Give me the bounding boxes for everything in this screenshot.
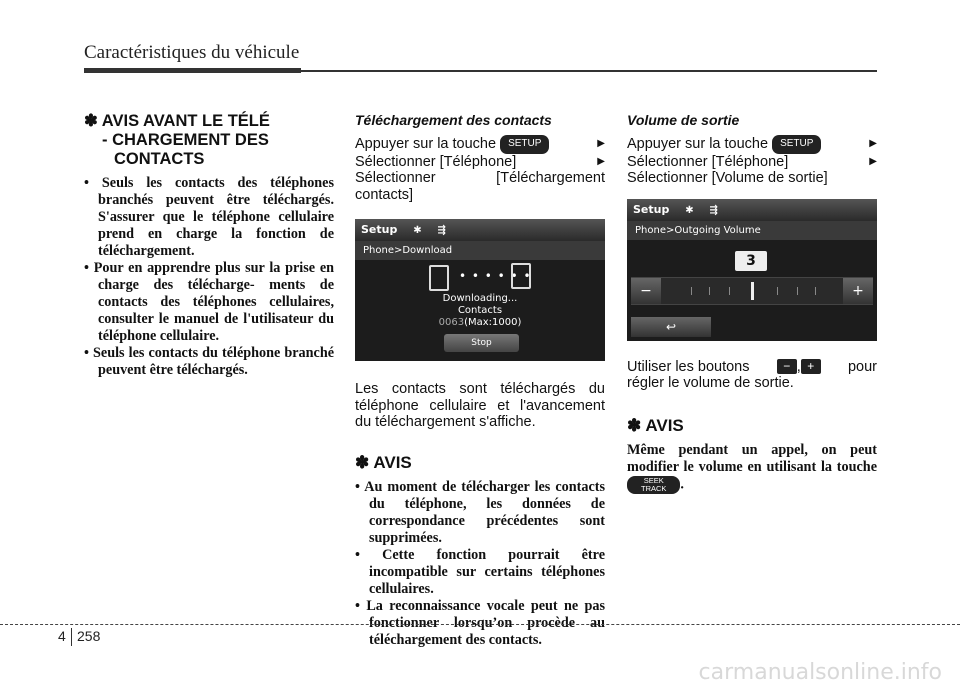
screen-title: Setup [633, 202, 670, 216]
download-paragraph: Les contacts sont téléchargés du téléphone cellulaire et l'avancement du téléchargement s'affiche. [355, 381, 605, 430]
footer-divider [71, 628, 72, 646]
list-item: • Seuls les contacts des téléphones branchés peuvent être téléchargés. S'assurer que le téléphone cellulaire prend en charge la fonction de téléchargement. [84, 175, 334, 260]
stop-button[interactable]: Stop [444, 334, 519, 352]
column-left [84, 112, 334, 379]
plus-button: + [801, 359, 821, 374]
column-right [627, 112, 877, 494]
download-screen [355, 219, 605, 361]
seek-track-button [627, 476, 680, 494]
downloading-text: Downloading... [442, 293, 518, 304]
watermark: carmanualsonline.info [698, 660, 942, 685]
section-subhead: Volume de sortie [627, 112, 740, 128]
track-label: TRACK [641, 483, 667, 493]
column-middle [355, 112, 605, 649]
period: . [680, 475, 684, 492]
footer-rule [0, 624, 960, 625]
volume-up-button[interactable]: + [843, 278, 873, 304]
header-title: Caractéristiques du véhicule [84, 42, 300, 63]
slider-thumb[interactable] [751, 282, 754, 300]
volume-slider[interactable] [631, 277, 873, 305]
instruction-row [627, 154, 877, 171]
chapter-number: 4 [58, 628, 66, 644]
title-line-2: - CHARGEMENT DES [102, 131, 269, 149]
list-item: • La reconnaissance vocale peut ne pas fonctionner lorsqu’on procède au téléchargement des contacts. [355, 598, 605, 649]
instruction-text: Sélectionner [Téléphone] [355, 153, 517, 170]
contacts-max: (Max:1000) [464, 317, 522, 328]
list-item: • Au moment de télécharger les contacts du téléphone, les données de correspondance précédentes sont supprimées. [355, 479, 605, 547]
volume-down-button[interactable]: − [631, 278, 661, 304]
avis-bullets [84, 175, 334, 379]
title-line-1: ✽ AVIS AVANT LE TÉLÉ [84, 112, 270, 130]
bluetooth-icon: ✱ [413, 225, 422, 236]
header-rule [84, 70, 877, 72]
slider-tick [797, 287, 798, 295]
arrow-right-icon: ▶ [597, 138, 605, 149]
instruction-row [627, 135, 877, 154]
instruction-row [355, 135, 605, 154]
avis-bullets [355, 479, 605, 649]
list-item: • Pour en apprendre plus sur la prise en charge des télécharge- ments de contacts des téléphones cellulaires, consulter le manuel de l'utilisateur du téléphone cellulaire. [84, 260, 334, 345]
bluetooth-icon: ✱ [685, 204, 694, 216]
back-button[interactable]: ↩ [631, 317, 711, 337]
avis-text: Même pendant un appel, on peut modifier le volume en utilisant la touche [627, 441, 877, 475]
screen-title-bar [355, 219, 605, 241]
instruction-text: régler le volume de sortie. [627, 375, 794, 391]
minus-button: − [777, 359, 797, 374]
setup-button: SETUP [772, 135, 821, 154]
avis-heading: ✽ AVIS [355, 452, 412, 472]
instruction-text: Sélectionner [Téléphone] [627, 153, 789, 170]
instruction-row [627, 359, 877, 376]
title-line-3: CONTACTS [114, 150, 205, 168]
contacts-count: 0063 [438, 317, 465, 328]
avis-heading: ✽ AVIS [627, 415, 684, 435]
section-subhead: Téléchargement des contacts [355, 112, 552, 128]
usb-icon: ⇶ [709, 204, 718, 216]
screen-path: Phone>Outgoing Volume [627, 221, 877, 240]
screen-path: Phone>Download [355, 241, 605, 260]
page-number: 258 [77, 628, 101, 644]
volume-screen [627, 199, 877, 341]
slider-tick [709, 287, 710, 295]
avis-download-title [84, 112, 334, 169]
seek-label: SEEK [643, 475, 664, 485]
screen-title: Setup [361, 223, 398, 236]
arrow-right-icon: ▶ [869, 155, 877, 167]
slider-tick [691, 287, 692, 295]
list-item: • Seuls les contacts du téléphone branché peuvent être téléchargés. [84, 345, 334, 379]
instruction-text: Utiliser les boutons [627, 358, 750, 375]
volume-value: 3 [735, 251, 767, 271]
usb-icon: ⇶ [437, 225, 446, 236]
slider-tick [815, 287, 816, 295]
instruction-row [355, 154, 605, 171]
slider-tick [729, 287, 730, 295]
instruction-text: Sélectionner [Téléchargement contacts] [355, 170, 605, 203]
slider-tick [777, 287, 778, 295]
arrow-right-icon: ▶ [597, 155, 605, 167]
contacts-text: Contacts [457, 305, 503, 316]
instruction-text: Sélectionner [Volume de sortie] [627, 170, 828, 186]
screen-title-bar [627, 199, 877, 221]
instruction-text: Appuyer sur la touche [627, 136, 769, 153]
document-icon [511, 263, 531, 289]
list-item: • Cette fonction pourrait être incompatible sur certains téléphones cellulaires. [355, 547, 605, 598]
setup-button: SETUP [500, 135, 549, 154]
progress-dots: • • • • • • [459, 269, 532, 283]
instruction-text: pour [847, 358, 877, 375]
instruction-text: Appuyer sur la touche [355, 136, 497, 153]
comma: , [796, 358, 801, 375]
arrow-right-icon: ▶ [869, 138, 877, 149]
phone-icon [429, 265, 449, 291]
